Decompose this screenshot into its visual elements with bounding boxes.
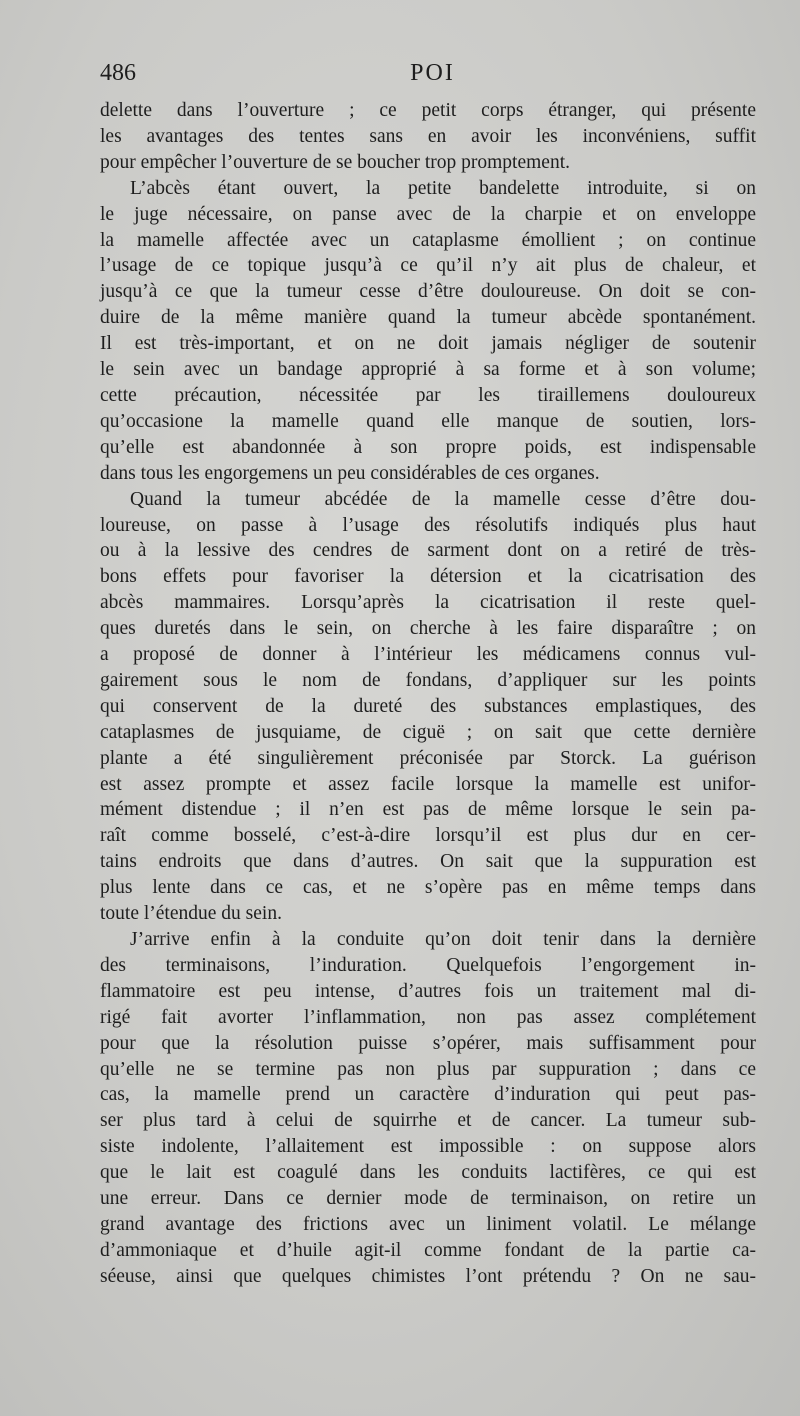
text-line: siste indolente, l’allaitement est impossible : on suppose alors <box>100 1136 756 1158</box>
page-number: 486 <box>100 60 136 86</box>
text-line: qui conservent de la dureté des substances emplastiques, des <box>100 695 756 717</box>
text-line: le sein avec un bandage approprié à sa forme et à son volume; <box>100 359 756 381</box>
text-line: des terminaisons, l’induration. Quelquefois l’engorgement in- <box>100 954 756 976</box>
text-line: ques duretés dans le sein, on cherche à les faire disparaître ; on <box>100 618 756 640</box>
text-line: grand avantage des frictions avec un liniment volatil. Le mélange <box>100 1213 756 1235</box>
page-header <box>100 60 765 94</box>
text-line: bons effets pour favoriser la détersion et la cicatrisation des <box>100 566 756 588</box>
text-line: les avantages des tentes sans en avoir les inconvéniens, suffit <box>100 125 756 147</box>
text-line: a proposé de donner à l’intérieur les médicamens connus vul- <box>100 644 756 666</box>
text-line: tains endroits que dans d’autres. On sait que la suppuration est <box>100 851 756 873</box>
text-line: qu’elle ne se termine pas non plus par suppuration ; dans ce <box>100 1058 756 1080</box>
text-line: L’abcès étant ouvert, la petite bandelette introduite, si on <box>130 177 756 199</box>
text-line: plante a été singulièrement préconisée par Storck. La guérison <box>100 747 756 769</box>
text-line: pour que la résolution puisse s’opérer, mais suffisamment pour <box>100 1032 756 1054</box>
text-line: une erreur. Dans ce dernier mode de terminaison, on retire un <box>100 1188 756 1210</box>
text-line: plus lente dans ce cas, et ne s’opère pas en même temps dans <box>100 877 756 899</box>
text-line: cas, la mamelle prend un caractère d’induration qui peut pas- <box>100 1084 756 1106</box>
text-line: rigé fait avorter l’inflammation, non pas assez complétement <box>100 1006 756 1028</box>
text-line: delette dans l’ouverture ; ce petit corps étranger, qui présente <box>100 100 756 121</box>
text-line: que le lait est coagulé dans les conduits lactifères, ce qui est <box>100 1162 756 1184</box>
text-line: cette précaution, nécessitée par les tiraillemens douloureux <box>100 384 756 406</box>
text-line: pour empêcher l’ouverture de se boucher trop promptement. <box>100 151 570 173</box>
text-line: raît comme bosselé, c’est-à-dire lorsqu’il est plus dur en cer- <box>100 825 756 847</box>
text-line: flammatoire est peu intense, d’autres fois un traitement mal di- <box>100 980 756 1002</box>
text-line: la mamelle affectée avec un cataplasme émollient ; on continue <box>100 229 756 251</box>
running-head: POI <box>410 60 455 86</box>
text-line: qu’elle est abandonnée à son propre poids, est indispensable <box>100 436 756 458</box>
text-line: jusqu’à ce que la tumeur cesse d’être douloureuse. On doit se con- <box>100 281 756 303</box>
text-line: duire de la même manière quand la tumeur abcède spontanément. <box>100 307 756 329</box>
text-line: séeuse, ainsi que quelques chimistes l’ont prétendu ? On ne sau- <box>100 1265 756 1287</box>
text-line: loureuse, on passe à l’usage des résolutifs indiqués plus haut <box>100 514 756 536</box>
text-line: d’ammoniaque et d’huile agit-il comme fondant de la partie ca- <box>100 1239 756 1261</box>
text-line: toute l’étendue du sein. <box>100 903 282 925</box>
text-line: dans tous les engorgemens un peu considérables de ces organes. <box>100 462 600 484</box>
text-line: Il est très-important, et on ne doit jamais négliger de soutenir <box>100 333 756 355</box>
body-text <box>100 98 756 1290</box>
text-line: abcès mammaires. Lorsqu’après la cicatrisation il reste quel- <box>100 592 756 614</box>
text-line: cataplasmes de jusquiame, de ciguë ; on sait que cette dernière <box>100 721 756 743</box>
text-line: ser plus tard à celui de squirrhe et de cancer. La tumeur sub- <box>100 1110 756 1132</box>
text-line: qu’occasione la mamelle quand elle manque de soutien, lors- <box>100 410 756 432</box>
text-line: est assez prompte et assez facile lorsque la mamelle est unifor- <box>100 773 756 795</box>
text-line: l’usage de ce topique jusqu’à ce qu’il n’y ait plus de chaleur, et <box>100 255 756 277</box>
text-line: Quand la tumeur abcédée de la mamelle cesse d’être dou- <box>130 488 756 510</box>
text-line: gairement sous le nom de fondans, d’appliquer sur les points <box>100 669 756 691</box>
text-line: le juge nécessaire, on panse avec de la charpie et on enveloppe <box>100 203 756 225</box>
text-line: ou à la lessive des cendres de sarment dont on a retiré de très- <box>100 540 756 562</box>
text-line: mément distendue ; il n’en est pas de même lorsque le sein pa- <box>100 799 756 821</box>
text-line: J’arrive enfin à la conduite qu’on doit tenir dans la dernière <box>130 929 756 950</box>
